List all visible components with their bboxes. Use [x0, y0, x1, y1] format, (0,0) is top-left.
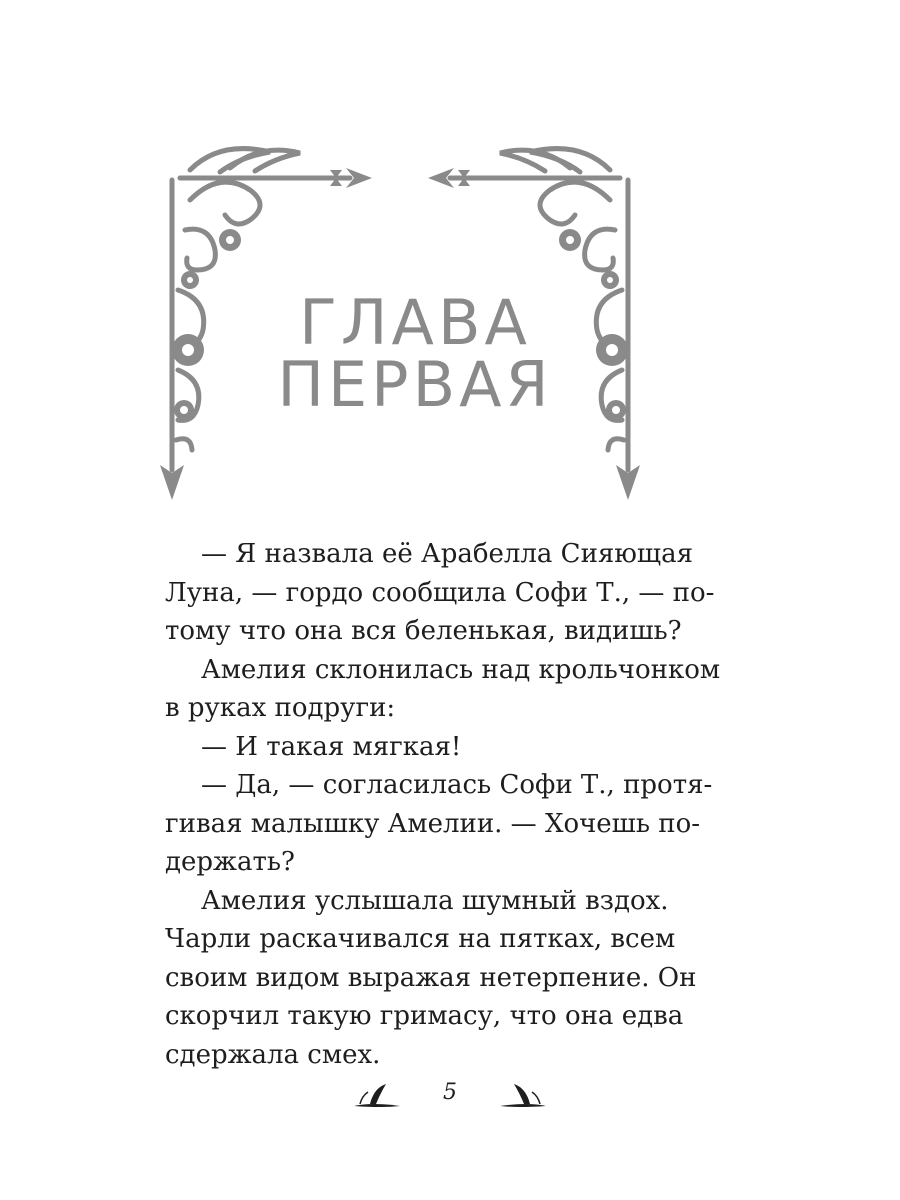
- text-line: — Я назвала её Арабелла Сияющая: [201, 539, 694, 569]
- body-text: [165, 535, 721, 1074]
- text-line: Чарли раскачивался на пятках, всем: [165, 924, 676, 954]
- text-line: — Да, — согласилась Софи Т., протя-: [201, 770, 713, 800]
- chapter-title-line1: ГЛАВА: [299, 286, 531, 359]
- text-line: гивая малышку Амелии. — Хочешь по-: [165, 808, 701, 839]
- text-line: сдержала смех.: [165, 1039, 381, 1070]
- text-line: Луна, — гордо сообщила Софи Т., — по-: [165, 577, 715, 608]
- text-line: — И такая мягкая!: [201, 731, 462, 762]
- text-line: Амелия склонилась над крольчонком: [201, 654, 721, 685]
- page-number: 5: [443, 1080, 457, 1105]
- text-line: тому что она вся беленькая, видишь?: [165, 616, 682, 646]
- chapter-title-line2: ПЕРВАЯ: [277, 348, 553, 421]
- chapter-title: [210, 286, 620, 421]
- text-line: Амелия услышала шумный вздох.: [201, 885, 669, 916]
- text-line: держать?: [165, 847, 295, 877]
- text-line: своим видом выражая нетерпение. Он: [165, 962, 697, 993]
- text-line: в руках подруги:: [165, 693, 396, 723]
- leaf-ornament-right-icon: [498, 1082, 548, 1110]
- text-line: скорчил такую гримасу, что она едва: [165, 1001, 684, 1031]
- page-folio: [340, 1076, 560, 1116]
